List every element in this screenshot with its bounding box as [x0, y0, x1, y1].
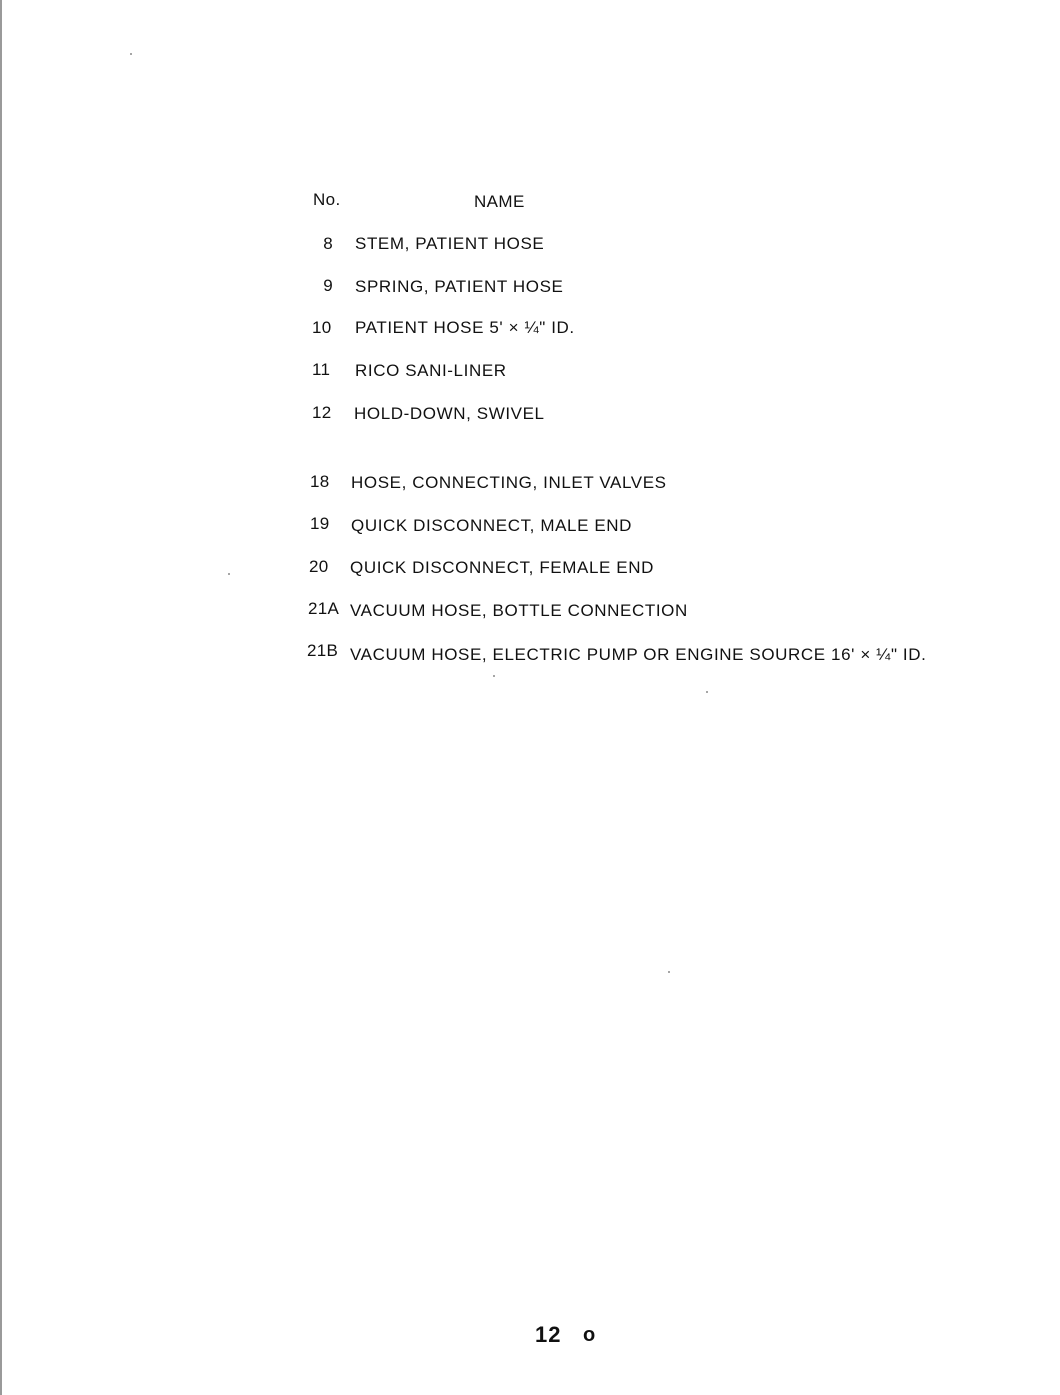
part-name: STEM, PATIENT HOSE	[355, 234, 545, 253]
part-name: QUICK DISCONNECT, MALE END	[351, 516, 633, 535]
part-number: 18	[310, 472, 330, 491]
scan-speck	[706, 691, 708, 693]
part-number: 8	[323, 234, 333, 253]
scan-speck	[228, 573, 230, 575]
part-name: VACUUM HOSE, ELECTRIC PUMP OR ENGINE SOURCE 16' × ¼" ID.	[350, 645, 927, 664]
scan-page-edge	[0, 0, 2, 1395]
part-number: 11	[312, 360, 331, 379]
part-name: QUICK DISCONNECT, FEMALE END	[350, 558, 654, 577]
scan-speck	[130, 53, 132, 55]
part-number: 21A	[308, 599, 340, 618]
part-name: SPRING, PATIENT HOSE	[355, 277, 564, 296]
part-number: 12	[312, 403, 332, 422]
part-number: 20	[309, 557, 329, 576]
scan-speck	[668, 971, 670, 973]
part-number: 21B	[307, 641, 339, 660]
scan-speck	[493, 675, 495, 677]
part-name: VACUUM HOSE, BOTTLE CONNECTION	[350, 601, 688, 620]
part-name: HOSE, CONNECTING, INLET VALVES	[351, 473, 667, 492]
column-header-name: NAME	[474, 192, 525, 211]
page-number: 12	[535, 1322, 562, 1347]
part-number: 19	[310, 514, 330, 533]
part-name: HOLD-DOWN, SWIVEL	[354, 404, 545, 423]
part-name: RICO SANI-LINER	[355, 361, 507, 380]
part-name: PATIENT HOSE 5' × ¼" ID.	[355, 318, 575, 337]
page-number-suffix: o	[583, 1324, 597, 1346]
part-number: 9	[323, 276, 333, 295]
column-header-number: No.	[313, 190, 341, 209]
part-number: 10	[312, 318, 332, 337]
